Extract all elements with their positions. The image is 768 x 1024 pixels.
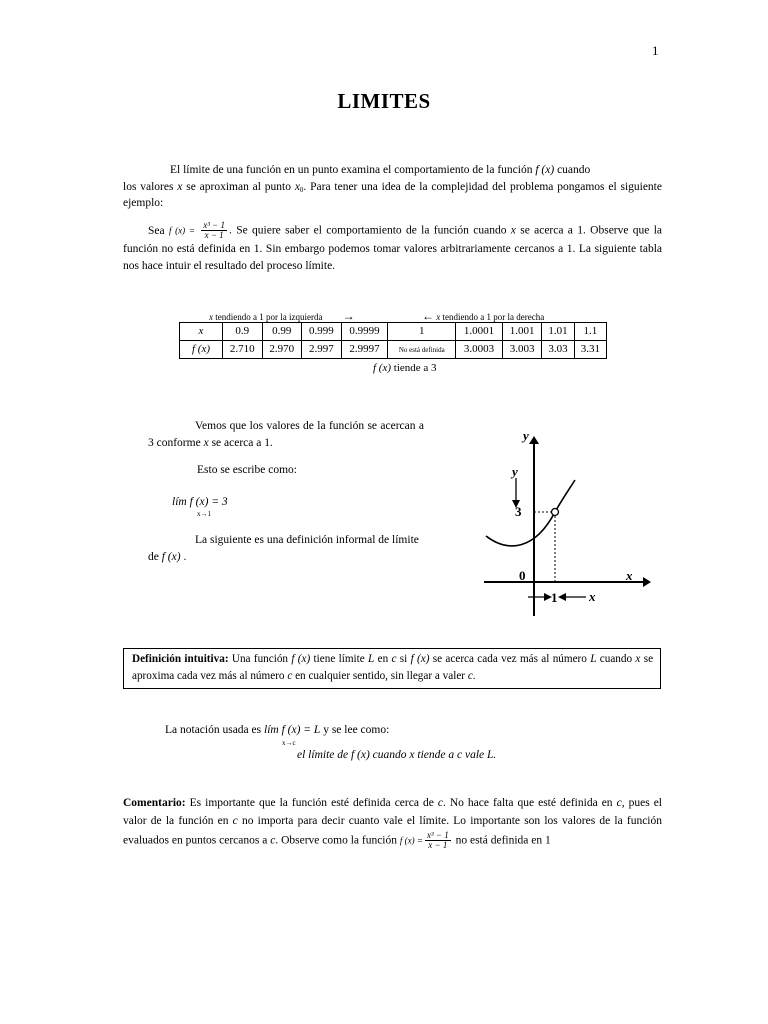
three-label: 3 — [515, 504, 522, 519]
x-axis-arrowhead — [643, 577, 651, 587]
right-approach-arrowhead — [558, 593, 566, 601]
example-fraction: $\frac{\text{x³ − 1}}{x - 1}$ — [203, 220, 226, 241]
x-approach-label: x — [589, 589, 596, 604]
comment-paragraph: Comentario: Es importante que la función esté definida cerca de c. No hace falta que esté definida en c, pues el valor de la función en c no importa para decir cuanto vale el límite. Lo importante son los valores de la función evaluados en puntos cercanos a c. Observe como la función f (x) = $\frac{\text{x³ − 1}}{x - 1}$ no está definida en 1 — [123, 797, 662, 851]
definition-box: Definición intuitiva: Una función f (x) tiene límite L en c si f (x) se acerca cada vez más al número L cuando x se aproxima cada vez más al número c en cualquier sentido, sin llegar a valer c. — [123, 648, 661, 689]
values-table-wrapper — [179, 308, 607, 359]
y-approach-label: y — [512, 464, 518, 479]
values-table — [179, 322, 607, 359]
hole-point — [552, 509, 559, 516]
page-number: 1 — [652, 43, 659, 58]
comment-fraction: $\frac{\text{x³ − 1}}{x - 1}$ — [426, 829, 449, 851]
origin-label: 0 — [519, 568, 526, 583]
table-header-labels: x tendiendo a 1 por la izquierda → ← x tendiendo a 1 por la derecha — [209, 309, 545, 323]
intro-paragraph: El límite de una función en un punto examina el comportamiento de la función f (x) cuando los valores x se aproximan al punto $x_0$. Para tener una idea de la complejidad del problema pongamos el siguiente ejemplo: — [123, 164, 662, 210]
table-caption: f (x) tiende a 3 — [373, 362, 437, 374]
y-axis-arrowhead — [529, 436, 539, 444]
informal-definition-intro: La siguiente es una definición informal de límite de f (x) . — [148, 534, 419, 563]
table-row-x: x 0.9 0.99 0.999 0.9999 1 1.0001 1.001 1.01 1.1 — [180, 323, 607, 341]
left-column-text: Vemos que los valores de la función se acercan a 3 conforme x se acerca a 1. Esto se escribe como: — [148, 420, 424, 477]
limit-graph — [483, 428, 651, 618]
table-row-fx: f (x) 2.710 2.970 2.997 2.9997 No está definida 3.0003 3.003 3.03 3.31 — [180, 341, 607, 359]
one-label: 1 — [551, 590, 558, 605]
page-title: LIMITES — [337, 89, 431, 113]
function-curve — [486, 480, 575, 546]
example-paragraph: Sea f (x) = $\frac{\text{x³ − 1}}{x - 1}$ . Se quiere saber el comportamiento de la función cuando x se acerca a 1. Observe que la función no está definida en 1. Sin embargo podemos tomar valores arbitrariamente cercanos a 1. La siguiente tabla nos hace intuir el resultado del proceso límite. — [123, 220, 663, 272]
notation-line: La notación usada es lím f (x) = L y se lee como: x→c — [165, 724, 390, 747]
x-axis-label: x — [626, 568, 633, 583]
limit-expression: lím f (x) = 3 x→1 — [172, 496, 228, 518]
y-axis-label: y — [523, 428, 529, 443]
notation-reading: el límite de f (x) cuando x tiende a c vale L. — [297, 749, 497, 761]
